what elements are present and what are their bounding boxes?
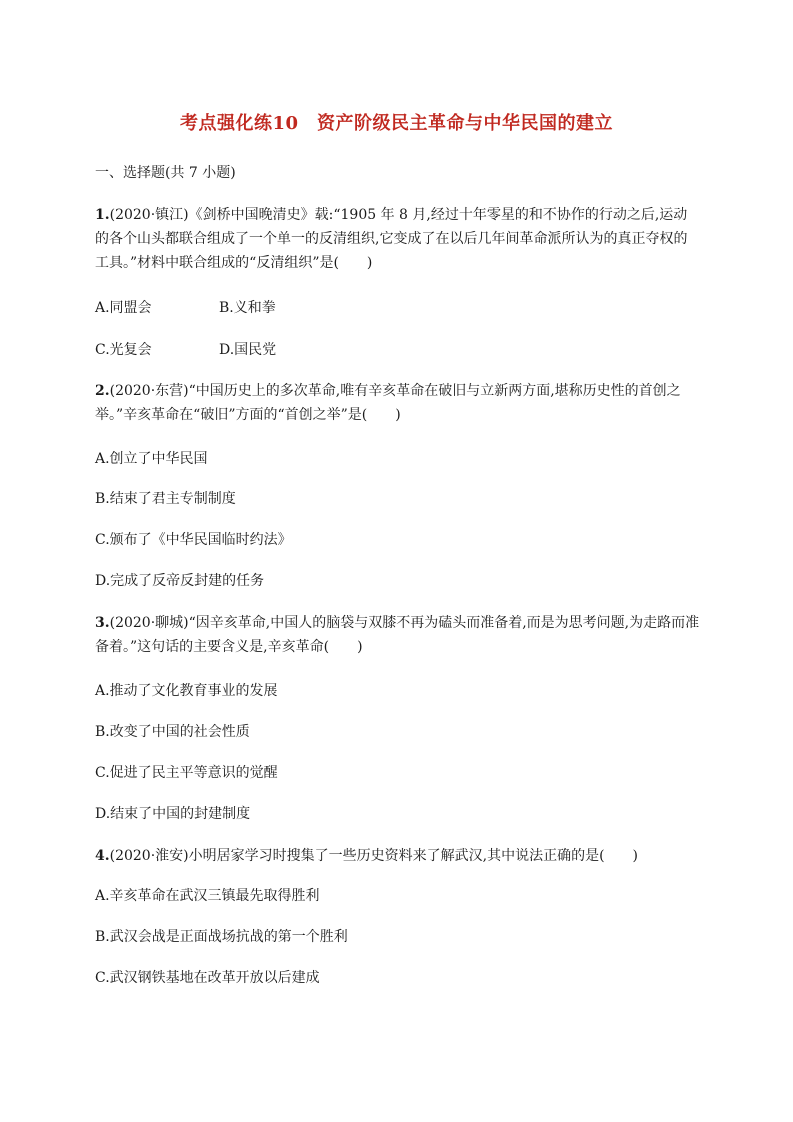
option-b: B.义和拳 [219,300,276,316]
option-b: B.改变了中国的社会性质 [95,724,250,740]
question-number: 1. [95,207,110,223]
option-a: A.辛亥革命在武汉三镇最先取得胜利 [95,888,320,904]
question-3 [95,611,700,659]
question-number: 4. [95,848,110,864]
option-d: D.结束了中国的封建制度 [95,806,251,822]
question-stem: (2020·镇江)《剑桥中国晚清史》载:“1905 年 8 月,经过十年零星的和不协作的行动之后,运动的各个山头都联合组成了一个单一的反清组织,它变成了在以后几年间革命派所认为的真正夺权的工具。”材料中联合组成的“反清组织”是( ) [95,207,688,271]
question-4 [95,844,700,868]
option-d: D.国民党 [219,342,277,358]
question-number: 3. [95,615,110,631]
question-number: 2. [95,383,110,399]
question-stem: (2020·淮安)小明居家学习时搜集了一些历史资料来了解武汉,其中说法正确的是( ) [109,848,638,864]
question-stem: (2020·聊城)“因辛亥革命,中国人的脑袋与双膝不再为磕头而准备着,而是为思考问题,为走路而准备着。”这句话的主要含义是,辛亥革命( ) [95,615,700,655]
option-c: C.促进了民主平等意识的觉醒 [95,765,278,781]
page-title: 考点强化练10 资产阶级民主革命与中华民国的建立 [179,113,614,134]
question-stem: (2020·东营)“中国历史上的多次革命,唯有辛亥革命在破旧与立新两方面,堪称历史性的首创之举。”辛亥革命在“破旧”方面的“首创之举”是( ) [95,383,681,423]
option-c: C.光复会 [95,342,152,358]
option-c: C.颁布了《中华民国临时约法》 [95,532,292,548]
option-b: B.武汉会战是正面战场抗战的第一个胜利 [95,929,348,945]
option-c: C.武汉钢铁基地在改革开放以后建成 [95,970,320,986]
option-b: B.结束了君主专制制度 [95,491,236,507]
section-heading: 一、选择题(共 7 小题) [95,165,236,181]
option-d: D.完成了反帝反封建的任务 [95,573,265,589]
option-a: A.创立了中华民国 [95,451,208,467]
option-a: A.推动了文化教育事业的发展 [95,683,278,699]
question-1 [95,203,700,275]
option-a: A.同盟会 [95,300,152,316]
question-2 [95,379,700,427]
